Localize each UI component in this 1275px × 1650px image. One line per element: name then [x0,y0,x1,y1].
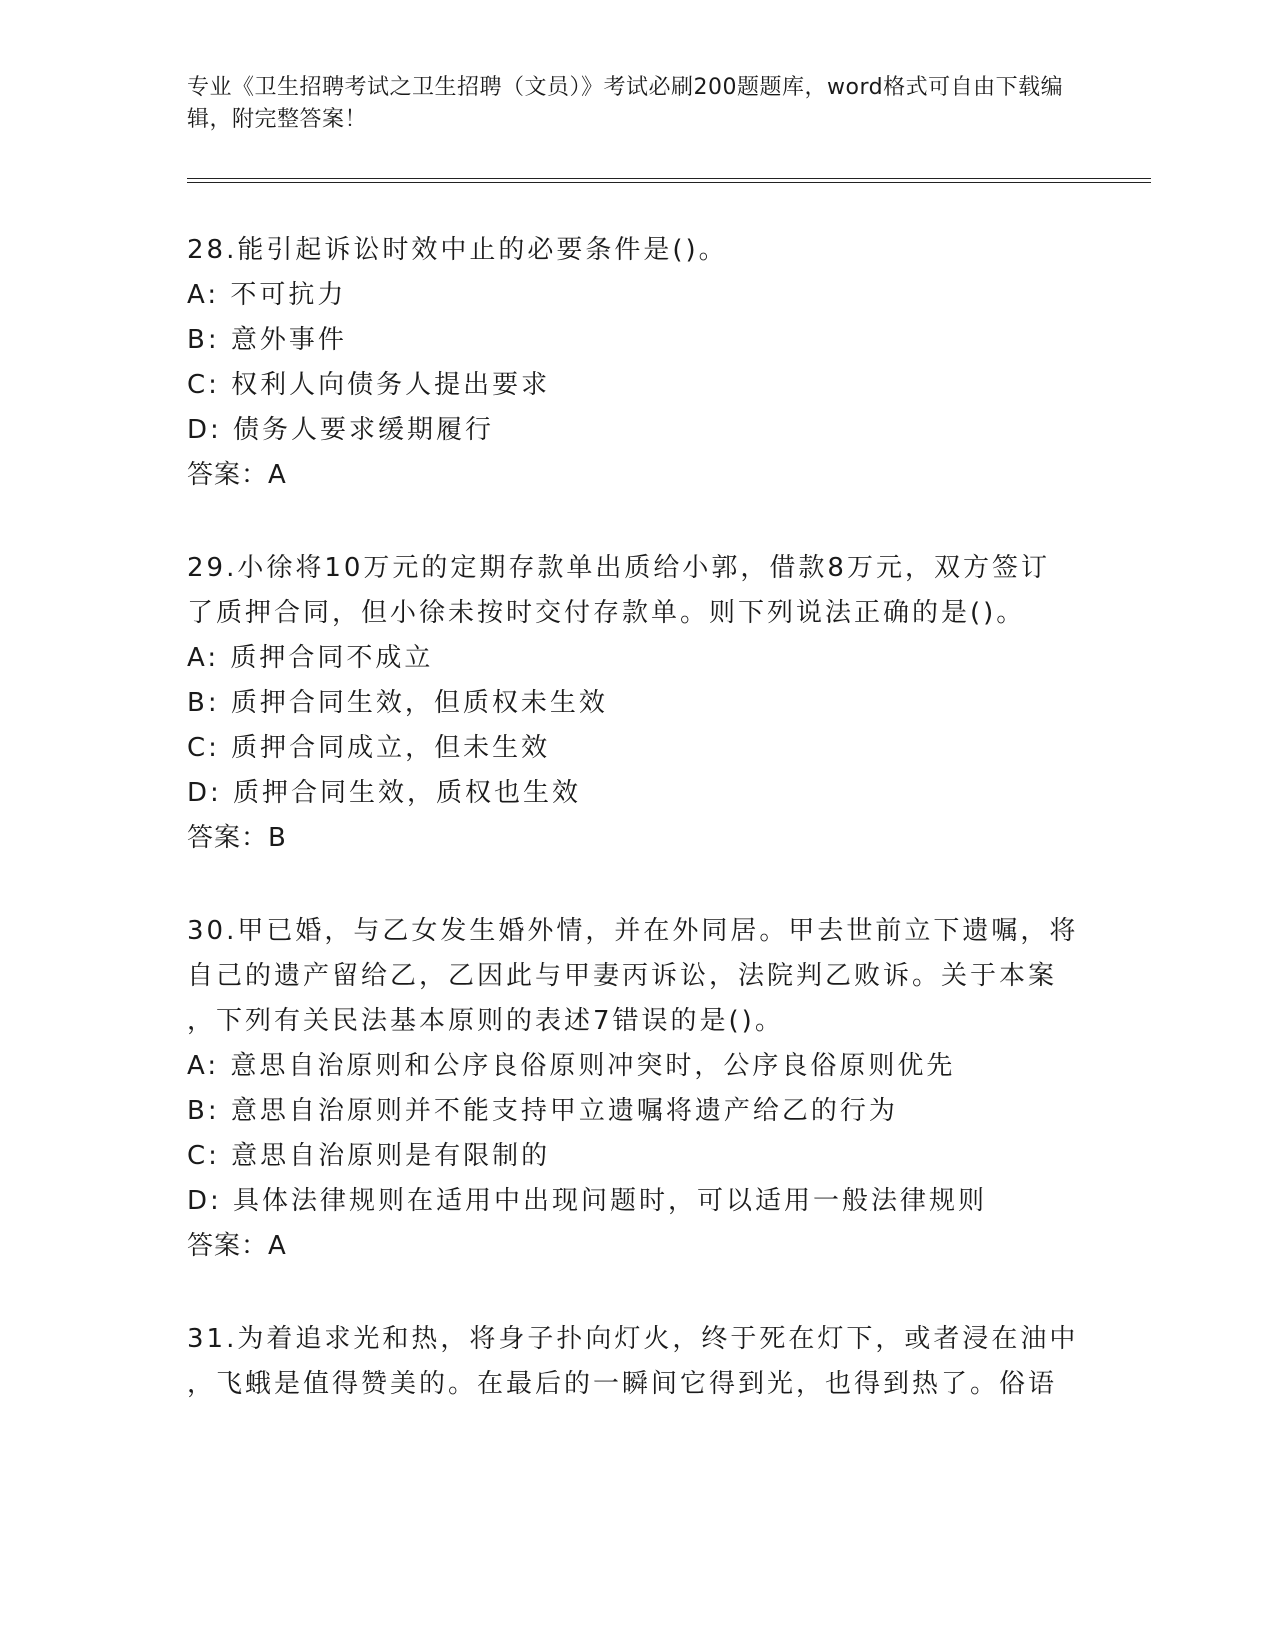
option-d: D: 债务人要求缓期履行 [187,415,495,445]
option-b: B: 质押合同生效，但质权未生效 [187,688,608,718]
question-stem: 28.能引起诉讼时效中止的必要条件是()。 [187,235,728,265]
document-header [187,72,1067,136]
question-31 [187,1317,1087,1407]
question-list [187,228,1087,1455]
question-29 [187,546,1087,861]
question-stem-continued: 自己的遗产留给乙，乙因此与甲妻丙诉讼，法院判乙败诉。关于本案 [187,961,1058,991]
question-30 [187,909,1087,1269]
question-stem-continued: 了质押合同，但小徐未按时交付存款单。则下列说法正确的是()。 [187,598,1026,628]
option-c: C: 意思自治原则是有限制的 [187,1141,551,1171]
option-a: A: 质押合同不成立 [187,643,434,673]
option-b: B: 意外事件 [187,325,347,355]
question-stem-continued: ，下列有关民法基本原则的表述7错误的是()。 [187,1006,784,1036]
option-a: A: 意思自治原则和公序良俗原则冲突时，公序良俗原则优先 [187,1051,956,1081]
question-stem: 30.甲已婚，与乙女发生婚外情，并在外同居。甲去世前立下遗嘱，将 [187,916,1079,946]
header-text: 专业《卫生招聘考试之卫生招聘（文员）》考试必刷200题题库，word格式可自由下载编辑，附完整答案！ [187,75,1064,132]
answer-line: 答案：A [187,460,287,490]
option-d: D: 具体法律规则在适用中出现问题时，可以适用一般法律规则 [187,1186,988,1216]
option-a: A: 不可抗力 [187,280,347,310]
header-divider-bottom [187,182,1151,183]
option-c: C: 质押合同成立，但未生效 [187,733,551,763]
question-stem: 31.为着追求光和热，将身子扑向灯火，终于死在灯下，或者浸在油中 [187,1324,1079,1354]
option-b: B: 意思自治原则并不能支持甲立遗嘱将遗产给乙的行为 [187,1096,898,1126]
option-d: D: 质押合同生效，质权也生效 [187,778,582,808]
option-c: C: 权利人向债务人提出要求 [187,370,551,400]
header-divider-top [187,178,1151,179]
question-28 [187,228,1087,498]
question-stem-continued: ，飞蛾是值得赞美的。在最后的一瞬间它得到光，也得到热了。俗语 [187,1369,1058,1399]
answer-line: 答案：B [187,823,287,853]
question-stem: 29.小徐将10万元的定期存款单出质给小郭，借款8万元，双方签订 [187,553,1050,583]
answer-line: 答案：A [187,1231,287,1261]
